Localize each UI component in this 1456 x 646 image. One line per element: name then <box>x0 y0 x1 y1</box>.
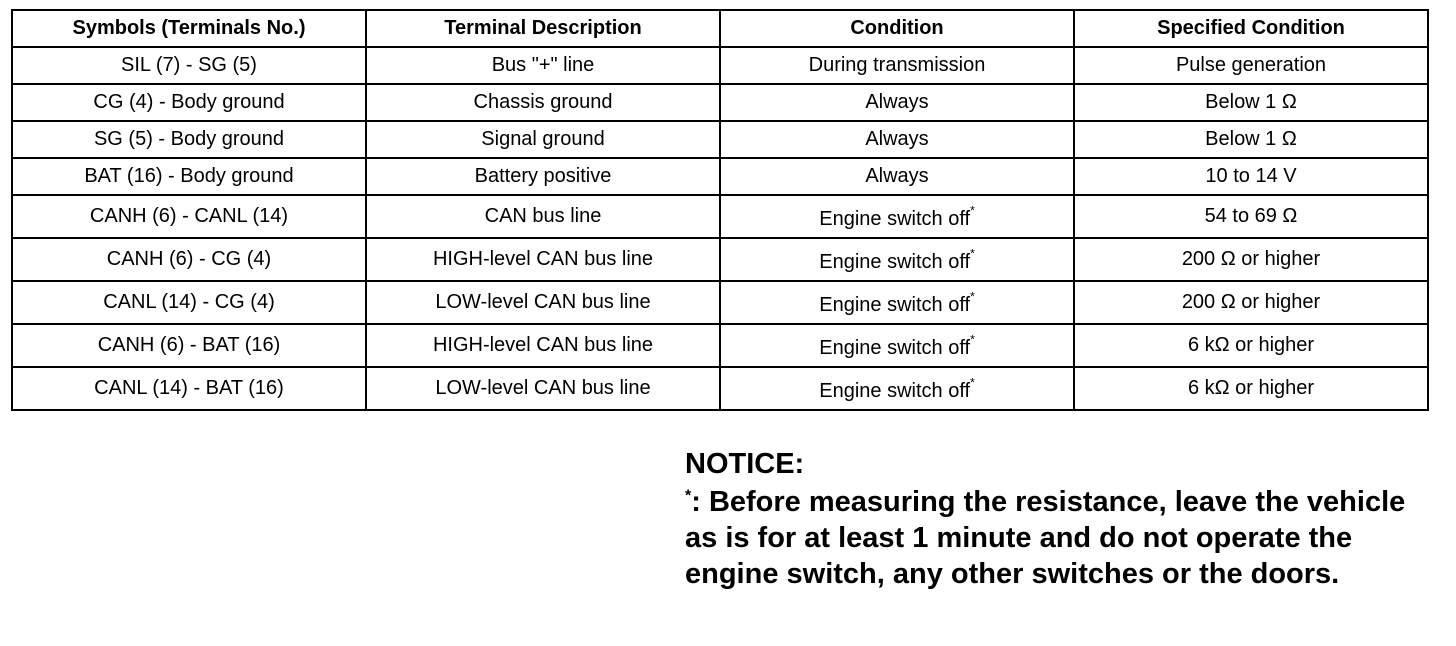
cell-description: LOW-level CAN bus line <box>366 367 720 410</box>
condition-text: During transmission <box>808 54 986 76</box>
cell-condition <box>720 238 1074 281</box>
notice-box <box>685 446 1425 592</box>
table-row <box>12 84 1428 121</box>
cell-condition <box>720 324 1074 367</box>
cell-symbols: CANH (6) - BAT (16) <box>12 324 366 367</box>
cell-description: HIGH-level CAN bus line <box>366 324 720 367</box>
cell-description: LOW-level CAN bus line <box>366 281 720 324</box>
footnote-mark: * <box>970 332 975 347</box>
cell-symbols: CANH (6) - CANL (14) <box>12 195 366 238</box>
cell-description: Signal ground <box>366 121 720 158</box>
terminal-spec-table <box>11 9 1429 411</box>
cell-symbols: SIL (7) - SG (5) <box>12 47 366 84</box>
footnote-mark: * <box>970 375 975 390</box>
cell-description: Battery positive <box>366 158 720 195</box>
notice-footnote-mark: * <box>685 487 692 505</box>
cell-condition <box>720 195 1074 238</box>
cell-description: Bus "+" line <box>366 47 720 84</box>
header-condition: Condition <box>720 10 1074 47</box>
cell-specified: 200 Ω or higher <box>1074 238 1428 281</box>
header-specified-condition: Specified Condition <box>1074 10 1428 47</box>
condition-text: Always <box>865 165 929 187</box>
cell-condition <box>720 367 1074 410</box>
condition-text: Engine switch off <box>819 337 971 359</box>
condition-text: Engine switch off <box>819 251 971 273</box>
footnote-mark: * <box>970 289 975 304</box>
cell-description: Chassis ground <box>366 84 720 121</box>
cell-condition <box>720 281 1074 324</box>
cell-condition <box>720 121 1074 158</box>
cell-specified: 200 Ω or higher <box>1074 281 1428 324</box>
cell-description: HIGH-level CAN bus line <box>366 238 720 281</box>
cell-condition <box>720 84 1074 121</box>
condition-text: Engine switch off <box>819 294 971 316</box>
cell-specified: 54 to 69 Ω <box>1074 195 1428 238</box>
cell-description: CAN bus line <box>366 195 720 238</box>
table-header-row <box>12 10 1428 47</box>
notice-body <box>685 484 1425 592</box>
cell-symbols: SG (5) - Body ground <box>12 121 366 158</box>
cell-specified: 10 to 14 V <box>1074 158 1428 195</box>
cell-specified: Below 1 Ω <box>1074 121 1428 158</box>
cell-symbols: CANH (6) - CG (4) <box>12 238 366 281</box>
table-row <box>12 195 1428 238</box>
condition-text: Engine switch off <box>819 208 971 230</box>
table-row <box>12 121 1428 158</box>
cell-condition <box>720 158 1074 195</box>
table-row <box>12 324 1428 367</box>
condition-text: Always <box>865 128 929 150</box>
table-row <box>12 367 1428 410</box>
cell-specified: Below 1 Ω <box>1074 84 1428 121</box>
table-row <box>12 158 1428 195</box>
table-row <box>12 47 1428 84</box>
notice-text: : Before measuring the resistance, leave the vehicle as is for at least 1 minute and do not operate the engine switch, any other switches or the doors. <box>685 486 1406 590</box>
notice-title: NOTICE: <box>685 448 805 480</box>
cell-symbols: CANL (14) - BAT (16) <box>12 367 366 410</box>
cell-symbols: CG (4) - Body ground <box>12 84 366 121</box>
header-terminal-description: Terminal Description <box>366 10 720 47</box>
footnote-mark: * <box>970 203 975 218</box>
table-body <box>12 47 1428 410</box>
footnote-mark: * <box>970 246 975 261</box>
table-row <box>12 281 1428 324</box>
cell-symbols: CANL (14) - CG (4) <box>12 281 366 324</box>
cell-specified: Pulse generation <box>1074 47 1428 84</box>
condition-text: Always <box>865 91 929 113</box>
cell-specified: 6 kΩ or higher <box>1074 324 1428 367</box>
table-row <box>12 238 1428 281</box>
cell-specified: 6 kΩ or higher <box>1074 367 1428 410</box>
header-symbols: Symbols (Terminals No.) <box>12 10 366 47</box>
condition-text: Engine switch off <box>819 380 971 402</box>
cell-symbols: BAT (16) - Body ground <box>12 158 366 195</box>
cell-condition <box>720 47 1074 84</box>
